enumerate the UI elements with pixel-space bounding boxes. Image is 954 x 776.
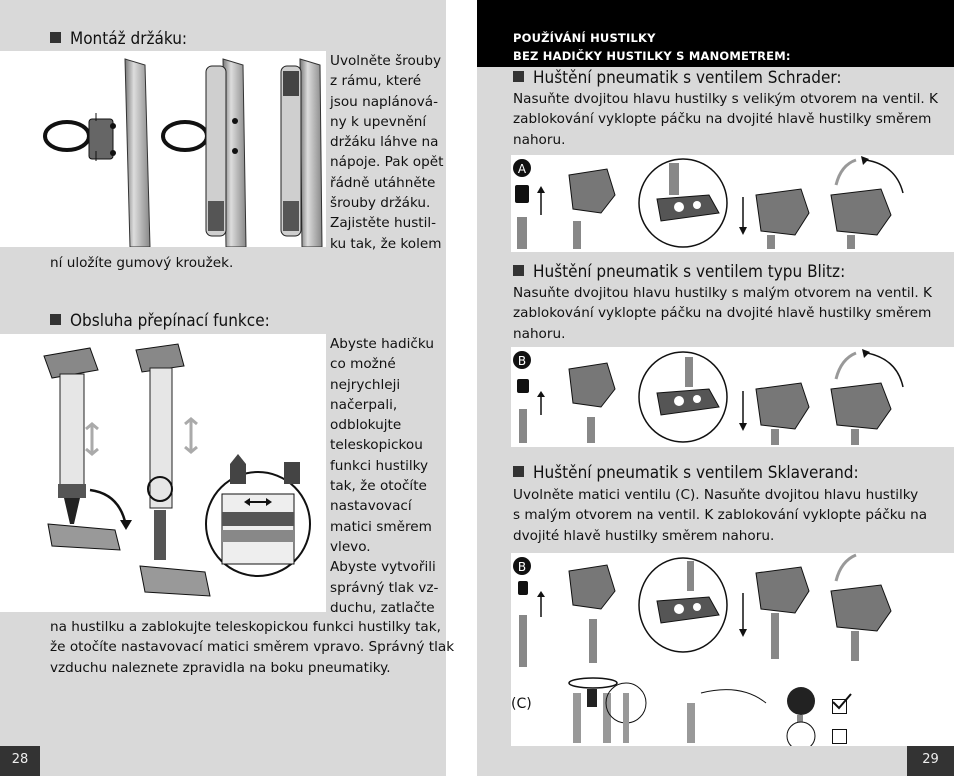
section-title-schrader: Huštění pneumatik s ventilem Schrader: [513,68,842,88]
text-line: držáku láhve na [330,134,439,151]
text-line: dvojité hlavě hustilky směrem nahoru. [513,527,775,544]
text-line: řádně utáhněte [330,174,436,191]
badge-text: B [517,354,527,368]
mount-text-tail: ní uložíte gumový kroužek. [50,255,234,271]
badge-text: A [517,162,527,176]
text-line: Zajistěte hustil- [330,215,437,232]
text-line: ku tak, že kolem [330,235,442,252]
illustration-sklaverand-steps [511,553,954,746]
text-line: Abyste hadičku [330,336,434,352]
mount-text-column [330,51,443,254]
section-title-mount: Montáž držáku: [50,29,187,49]
bullet-square-icon [513,466,524,477]
schrader-text [513,89,938,150]
text-line: z rámu, které [330,73,422,90]
text-line: Nasuňte dvojitou hlavu hustilky s velikým otvorem na ventil. K [513,91,938,107]
bullet-square-icon [50,32,61,43]
text-line: nápoje. Pak opět [330,154,444,171]
text-line: teleskopickou [330,437,423,454]
text-line: ny k upevnění [330,113,427,130]
badge-text: B [517,560,527,574]
bullet-square-icon [513,265,524,276]
section-title-switch-function: Obsluha přepínací funkce: [50,311,270,331]
text-line: šrouby držáku. [330,195,431,212]
section-title-blitz: Huštění pneumatik s ventilem typu Blitz: [513,262,845,282]
text-line: nejrychleji [330,376,401,393]
illustration-schrader-steps [511,155,954,252]
c-label: (C) [511,696,532,712]
bullet-square-icon [513,71,524,82]
page-number-left: 28 [0,746,40,776]
illustration-mount-holder [0,51,326,247]
text-line: nahoru. [513,131,566,148]
text-line: nastavovací [330,498,412,515]
section-title-sklaverand: Huštění pneumatik s ventilem Sklaverand: [513,463,859,483]
text-line: funkci hustilky [330,457,429,474]
text-line: co možné [330,356,396,373]
text-line: zablokování vyklopte páčku na dvojité hlavě hustilky směrem [513,305,932,322]
text-line: načerpali, [330,396,398,413]
text-line: jsou naplánová- [330,93,439,110]
text-line: Abyste vytvořili [330,559,436,576]
switch-text-tail [50,617,454,678]
text-line: tak, že otočíte [330,478,427,495]
text-line: s malým otvorem na ventil. K zablokování vyklopte páčku na [513,507,928,524]
sklaverand-text [513,485,927,546]
bullet-square-icon [50,314,61,325]
text-line: matici směrem [330,518,432,535]
header-bar [477,0,954,67]
text-line: že otočíte nastavovací matici směrem vpravo. Správný tlak [50,639,455,656]
text-line: nahoru. [513,325,566,342]
text-line: odblokujte [330,417,402,434]
checkbox-empty-icon [832,729,847,744]
illustration-blitz-steps [511,347,954,447]
text-line: na hustilku a zablokujte teleskopickou funkci hustilky tak, [50,619,441,635]
blitz-text [513,283,932,344]
text-line: duchu, zatlačte [330,599,435,616]
illustration-telescopic-pump [0,334,326,612]
text-line: Nasuňte dvojitou hlavu hustilky s malým otvorem na ventil. K [513,285,932,301]
text-line: zablokování vyklopte páčku na dvojité hlavě hustilky směrem [513,111,932,128]
checkbox-checked-icon [832,699,847,714]
switch-text-column [330,334,438,618]
text-line: Uvolněte šrouby [330,53,442,69]
header-line: POUŽÍVÁNÍ HUSTILKY [513,31,656,45]
header-line: BEZ HADIČKY HUSTILKY S MANOMETREM: [513,49,791,63]
text-line: Uvolněte matici ventilu (C). Nasuňte dvojitou hlavu hustilky [513,487,919,503]
text-line: správný tlak vz- [330,579,439,596]
text-line: vzduchu naleznete zpravidla na boku pneumatiky. [50,659,391,676]
text-line: vlevo. [330,538,371,555]
page-number-right: 29 [907,746,954,776]
